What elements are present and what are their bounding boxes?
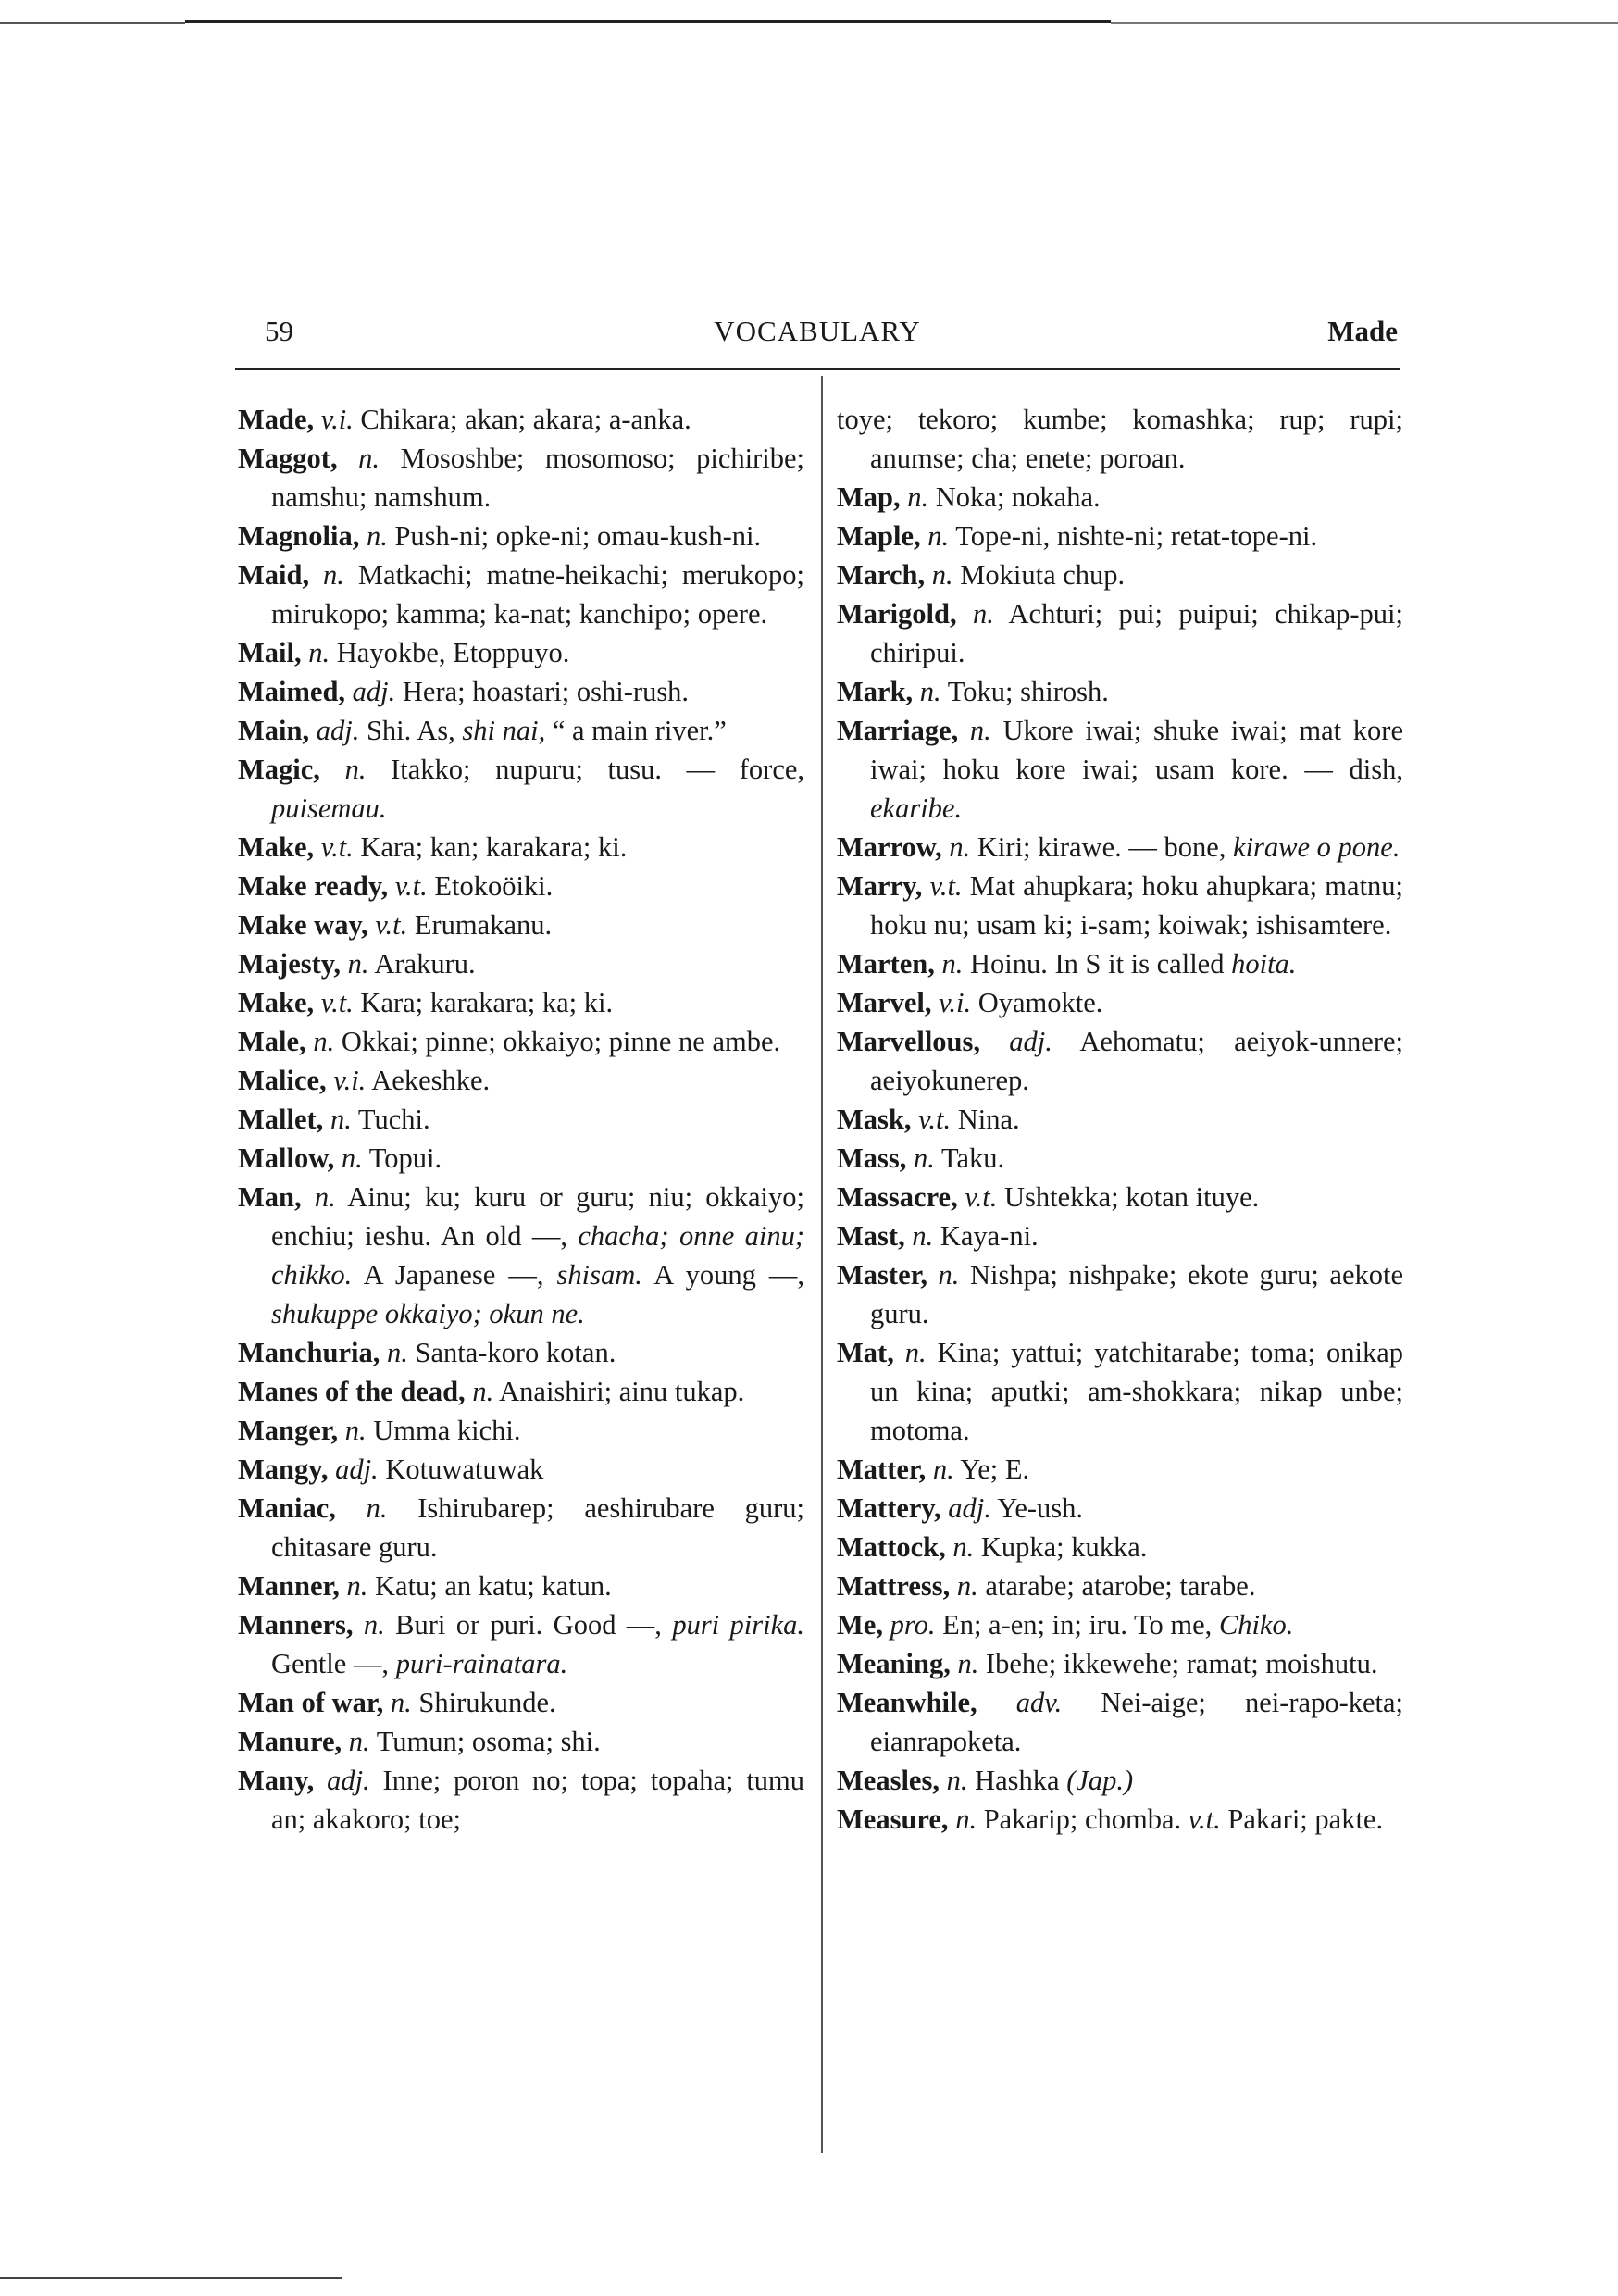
dictionary-entry bbox=[238, 439, 804, 517]
dictionary-entry bbox=[238, 400, 804, 439]
entry-definition: Okkai; pinne; okkaiyo; pinne ne ambe. bbox=[341, 1026, 781, 1057]
entry-headword: Mallet, bbox=[238, 1104, 324, 1135]
entry-headword: Made, bbox=[238, 404, 315, 435]
entry-definition: Katu; an katu; katun. bbox=[375, 1570, 612, 1602]
entry-definition: Etokoöiki. bbox=[434, 870, 554, 902]
entry-part-of-speech: n. bbox=[366, 1492, 388, 1524]
dictionary-entry bbox=[238, 1761, 804, 1839]
dictionary-entry bbox=[837, 1800, 1403, 1839]
entry-part-of-speech: n. bbox=[956, 1570, 978, 1602]
entry-part-of-speech: adj. bbox=[335, 1454, 379, 1485]
entry-headword: Meaning, bbox=[837, 1648, 951, 1679]
dictionary-entry bbox=[837, 1255, 1403, 1333]
dictionary-entry bbox=[238, 1489, 804, 1566]
entry-part-of-speech: n. bbox=[932, 1454, 954, 1485]
entry-headword: Me, bbox=[837, 1609, 883, 1641]
dictionary-entry bbox=[238, 1139, 804, 1178]
entry-headword: Manner, bbox=[238, 1570, 340, 1602]
entry-definition: Umma kichi. bbox=[373, 1415, 521, 1446]
dictionary-entry bbox=[238, 1722, 804, 1761]
dictionary-entry bbox=[238, 1683, 804, 1722]
entry-definition: Inne; poron no; topa; topaha; tumu an; akakoro; toe; bbox=[271, 1765, 805, 1835]
entry-part-of-speech: pro. bbox=[890, 1609, 936, 1641]
entry-headword: Meanwhile, bbox=[837, 1687, 977, 1718]
entry-definition: Tumun; osoma; shi. bbox=[376, 1726, 601, 1757]
entry-part-of-speech: n. bbox=[972, 598, 994, 630]
entry-part-of-speech: n. bbox=[348, 1726, 370, 1757]
dictionary-entry bbox=[837, 711, 1403, 828]
entry-definition: Taku. bbox=[940, 1142, 1005, 1174]
dictionary-entry bbox=[837, 1333, 1403, 1450]
entry-definition: Ushtekka; kotan ituye. bbox=[1003, 1181, 1260, 1213]
entry-part-of-speech: n. bbox=[931, 559, 953, 591]
entry-definition: Nina. bbox=[957, 1104, 1020, 1135]
entry-definition: Achturi; pui; puipui; chikap-pui; chiripui. bbox=[870, 598, 1403, 668]
entry-definition: Buri or puri. Good —, bbox=[395, 1609, 662, 1641]
entry-definition: Hashka bbox=[975, 1765, 1060, 1796]
entry-part-of-speech: n. bbox=[912, 1220, 934, 1252]
entry-part-of-speech: v.t. bbox=[320, 831, 354, 863]
entry-headword: Matter, bbox=[837, 1454, 927, 1485]
entry-definition: Anaishiri; ainu tukap. bbox=[499, 1376, 745, 1407]
entry-headword: Majesty, bbox=[238, 948, 341, 980]
entry-headword: Manners, bbox=[238, 1609, 354, 1641]
entry-headword: Mast, bbox=[837, 1220, 905, 1252]
entry-definition: Mososhbe; mosomoso; pichiribe; namshu; namshum. bbox=[271, 443, 804, 513]
dictionary-entry bbox=[837, 1022, 1403, 1100]
entry-part-of-speech: v.t. bbox=[929, 870, 963, 902]
entry-definition: Gentle —, bbox=[271, 1648, 390, 1679]
entry-part-of-speech: n. bbox=[308, 637, 330, 668]
entry-part-of-speech: n. bbox=[346, 1570, 368, 1602]
entry-headword: Map, bbox=[837, 481, 901, 513]
dictionary-entry bbox=[837, 517, 1403, 555]
dictionary-entry bbox=[837, 983, 1403, 1022]
entry-headword: Marigold, bbox=[837, 598, 957, 630]
entry-ainu-example: chacha; onne ainu; chikko. bbox=[271, 1220, 804, 1291]
entry-definition: Hera; hoastari; oshi-rush. bbox=[402, 676, 690, 707]
entry-ainu-example: Chiko. bbox=[1218, 1609, 1294, 1641]
entry-ainu-example: v.t. bbox=[1188, 1803, 1221, 1835]
dictionary-entry bbox=[238, 983, 804, 1022]
entry-definition: A young —, bbox=[653, 1259, 804, 1291]
entry-part-of-speech: v.i. bbox=[939, 987, 972, 1018]
entry-headword: Master, bbox=[837, 1259, 927, 1291]
entry-definition: Push-ni; opke-ni; omau-kush-ni. bbox=[394, 520, 762, 552]
dictionary-entry bbox=[837, 1489, 1403, 1528]
dictionary-entry bbox=[238, 672, 804, 711]
dictionary-entry bbox=[837, 1450, 1403, 1489]
entry-continuation: toye; tekoro; kumbe; komashka; rup; rupi; anumse; cha; enete; poroan. bbox=[837, 404, 1403, 474]
entry-part-of-speech: adj. bbox=[327, 1765, 370, 1796]
dictionary-entry bbox=[837, 1761, 1403, 1800]
entry-definition: Aekeshke. bbox=[371, 1065, 491, 1096]
entry-part-of-speech: n. bbox=[952, 1531, 975, 1563]
dictionary-entry bbox=[238, 867, 804, 905]
entry-part-of-speech: n. bbox=[347, 948, 369, 980]
entry-definition: En; a-en; in; iru. To me, bbox=[942, 1609, 1213, 1641]
entry-definition: Pakari; pakte. bbox=[1227, 1803, 1384, 1835]
entry-ainu-example: shi nai, bbox=[462, 715, 546, 746]
entry-part-of-speech: n. bbox=[341, 1142, 363, 1174]
entry-headword: Malice, bbox=[238, 1065, 327, 1096]
entry-headword: Make, bbox=[238, 987, 315, 1018]
entry-headword: Marvellous, bbox=[837, 1026, 981, 1057]
dictionary-entry bbox=[238, 1450, 804, 1489]
entry-headword: Mask, bbox=[837, 1104, 912, 1135]
entry-headword: Mail, bbox=[238, 637, 302, 668]
entry-headword: Mangy, bbox=[238, 1454, 329, 1485]
entry-definition: Matkachi; matne-heikachi; merukopo; mirukopo; kamma; ka-nat; kanchipo; opere. bbox=[271, 559, 804, 630]
entry-definition: Kiri; kirawe. — bone, bbox=[977, 831, 1226, 863]
entry-headword: Marry, bbox=[837, 870, 923, 902]
entry-ainu-example: ekaribe. bbox=[870, 792, 963, 824]
entry-part-of-speech: n. bbox=[472, 1376, 494, 1407]
entry-definition: Topui. bbox=[368, 1142, 442, 1174]
dictionary-entry bbox=[238, 517, 804, 555]
dictionary-entry bbox=[837, 1217, 1403, 1255]
scan-edge-line bbox=[0, 22, 185, 24]
left-column bbox=[238, 400, 804, 1839]
entry-definition: “ a main river.” bbox=[552, 715, 727, 746]
entry-part-of-speech: n. bbox=[363, 1609, 385, 1641]
dictionary-entry bbox=[238, 905, 804, 944]
entry-definition: Shi. As, bbox=[366, 715, 455, 746]
dictionary-entry bbox=[837, 400, 1403, 478]
dictionary-entry bbox=[238, 1372, 804, 1411]
entry-part-of-speech: n. bbox=[330, 1104, 352, 1135]
dictionary-entry bbox=[837, 867, 1403, 944]
entry-definition: Ibehe; ikkewehe; ramat; moishutu. bbox=[985, 1648, 1378, 1679]
dictionary-entry bbox=[837, 1100, 1403, 1139]
entry-definition: Ishirubarep; aeshirubare guru; chitasare guru. bbox=[271, 1492, 804, 1563]
entry-definition: Pakarip; chomba. bbox=[983, 1803, 1182, 1835]
entry-headword: Main, bbox=[238, 715, 310, 746]
entry-part-of-speech: v.i. bbox=[320, 404, 354, 435]
dictionary-entry bbox=[837, 1139, 1403, 1178]
dictionary-entry bbox=[238, 750, 804, 828]
dictionary-entry bbox=[238, 633, 804, 672]
entry-part-of-speech: n. bbox=[914, 1142, 935, 1174]
entry-headword: Mat, bbox=[837, 1337, 894, 1368]
dictionary-entry bbox=[837, 1178, 1403, 1217]
entry-part-of-speech: adj. bbox=[1009, 1026, 1052, 1057]
entry-part-of-speech: n. bbox=[344, 754, 367, 785]
entry-ainu-example: kirawe o pone. bbox=[1233, 831, 1400, 863]
entry-headword: Make ready, bbox=[238, 870, 389, 902]
dictionary-entry bbox=[837, 1566, 1403, 1605]
entry-headword: Mattock, bbox=[837, 1531, 946, 1563]
dictionary-entry bbox=[837, 944, 1403, 983]
entry-part-of-speech: adj. bbox=[352, 676, 396, 707]
dictionary-entry bbox=[837, 555, 1403, 594]
dictionary-entry bbox=[837, 594, 1403, 672]
entry-part-of-speech: v.t. bbox=[320, 987, 354, 1018]
entry-part-of-speech: n. bbox=[957, 1648, 979, 1679]
page-title: VOCABULARY bbox=[714, 315, 921, 347]
dictionary-entry bbox=[238, 711, 804, 750]
entry-definition: Toku; shirosh. bbox=[947, 676, 1109, 707]
entry-definition: Noka; nokaha. bbox=[935, 481, 1101, 513]
entry-headword: Magnolia, bbox=[238, 520, 360, 552]
dictionary-entry bbox=[238, 1411, 804, 1450]
entry-definition: Kupka; kukka. bbox=[980, 1531, 1148, 1563]
entry-definition: Hoinu. In S it is called bbox=[969, 948, 1225, 980]
entry-definition: Arakuru. bbox=[374, 948, 476, 980]
dictionary-entry bbox=[837, 1683, 1403, 1761]
entry-headword: Mattery, bbox=[837, 1492, 941, 1524]
entry-headword: Maggot, bbox=[238, 443, 338, 474]
entry-definition: Oyamokte. bbox=[977, 987, 1103, 1018]
dictionary-entry bbox=[837, 478, 1403, 517]
entry-headword: Make way, bbox=[238, 909, 368, 941]
entry-definition: Ukore iwai; shuke iwai; mat kore iwai; hoku kore iwai; usam kore. — dish, bbox=[870, 715, 1403, 785]
entry-headword: Manger, bbox=[238, 1415, 339, 1446]
entry-headword: Manes of the dead, bbox=[238, 1376, 466, 1407]
entry-part-of-speech: n. bbox=[941, 948, 964, 980]
entry-definition: Mokiuta chup. bbox=[960, 559, 1126, 591]
dictionary-entry bbox=[837, 1528, 1403, 1566]
entry-headword: Man, bbox=[238, 1181, 302, 1213]
dictionary-entry bbox=[238, 1100, 804, 1139]
entry-definition: atarabe; atarobe; tarabe. bbox=[985, 1570, 1256, 1602]
entry-ainu-example: puisemau. bbox=[271, 792, 387, 824]
entry-ainu-example: puri pirika. bbox=[672, 1609, 805, 1641]
entry-part-of-speech: n. bbox=[386, 1337, 408, 1368]
entry-headword: Maid, bbox=[238, 559, 310, 591]
entry-part-of-speech: adv. bbox=[1015, 1687, 1063, 1718]
entry-part-of-speech: adj. bbox=[948, 1492, 991, 1524]
entry-ainu-example: (Jap.) bbox=[1066, 1765, 1134, 1796]
entry-part-of-speech: n. bbox=[366, 520, 388, 552]
entry-part-of-speech: n. bbox=[907, 481, 929, 513]
entry-headword: Massacre, bbox=[837, 1181, 958, 1213]
entry-headword: Measles, bbox=[837, 1765, 940, 1796]
dictionary-entry bbox=[238, 555, 804, 633]
scan-edge-line bbox=[1111, 22, 1618, 24]
entry-definition: Ye; E. bbox=[960, 1454, 1030, 1485]
entry-headword: Mark, bbox=[837, 676, 914, 707]
entry-definition: Kotuwatuwak bbox=[385, 1454, 544, 1485]
entry-part-of-speech: n. bbox=[927, 520, 950, 552]
dictionary-entry bbox=[238, 1178, 804, 1333]
scan-edge-line bbox=[0, 2277, 342, 2279]
entry-part-of-speech: n. bbox=[938, 1259, 960, 1291]
entry-headword: Many, bbox=[238, 1765, 315, 1796]
guide-word: Made bbox=[1327, 315, 1398, 347]
entry-part-of-speech: v.t. bbox=[375, 909, 408, 941]
entry-part-of-speech: v.i. bbox=[333, 1065, 367, 1096]
running-header bbox=[237, 315, 1398, 361]
entry-definition: Kara; kan; karakara; ki. bbox=[360, 831, 628, 863]
dictionary-entry bbox=[238, 1061, 804, 1100]
entry-definition: Nei-aige; nei-rapo-keta; eianrapoketa. bbox=[870, 1687, 1404, 1757]
entry-headword: Man of war, bbox=[238, 1687, 384, 1718]
entry-part-of-speech: n. bbox=[323, 559, 344, 591]
entry-part-of-speech: n. bbox=[946, 1765, 968, 1796]
entry-headword: Manure, bbox=[238, 1726, 342, 1757]
entry-definition: Tope-ni, nishte-ni; retat-tope-ni. bbox=[955, 520, 1318, 552]
entry-definition: Santa-koro kotan. bbox=[415, 1337, 616, 1368]
entry-part-of-speech: n. bbox=[904, 1337, 927, 1368]
entry-headword: Maple, bbox=[837, 520, 921, 552]
entry-headword: Marvel, bbox=[837, 987, 932, 1018]
right-column bbox=[837, 400, 1403, 1839]
header-rule bbox=[235, 368, 1400, 370]
dictionary-entry bbox=[238, 1566, 804, 1605]
entry-headword: Marrow, bbox=[837, 831, 942, 863]
entry-definition: Aehomatu; aeiyok-unnere; aeiyokunerep. bbox=[870, 1026, 1403, 1096]
entry-definition: Nishpa; nishpake; ekote guru; aekote guru. bbox=[870, 1259, 1403, 1329]
entry-definition: Itakko; nupuru; tusu. — force, bbox=[391, 754, 805, 785]
dictionary-entry bbox=[238, 828, 804, 867]
entry-headword: Magic, bbox=[238, 754, 320, 785]
column-rule bbox=[821, 376, 823, 2153]
entry-headword: Male, bbox=[238, 1026, 306, 1057]
entry-definition: Tuchi. bbox=[357, 1104, 430, 1135]
dictionary-entry bbox=[837, 828, 1403, 867]
entry-part-of-speech: v.t. bbox=[394, 870, 428, 902]
entry-definition: Kaya-ni. bbox=[940, 1220, 1039, 1252]
entry-definition: Erumakanu. bbox=[414, 909, 553, 941]
dictionary-entry bbox=[238, 1605, 804, 1683]
dictionary-entry bbox=[238, 1022, 804, 1061]
dictionary-entry bbox=[837, 1605, 1403, 1644]
entry-headword: Maniac, bbox=[238, 1492, 336, 1524]
entry-part-of-speech: n. bbox=[390, 1687, 412, 1718]
entry-headword: Marten, bbox=[837, 948, 935, 980]
entry-part-of-speech: n. bbox=[314, 1181, 336, 1213]
entry-definition: Shirukunde. bbox=[418, 1687, 556, 1718]
entry-definition: Chikara; akan; akara; a-anka. bbox=[360, 404, 691, 435]
entry-part-of-speech: n. bbox=[358, 443, 380, 474]
entry-ainu-example: hoita. bbox=[1231, 948, 1297, 980]
entry-part-of-speech: n. bbox=[955, 1803, 977, 1835]
entry-headword: Mass, bbox=[837, 1142, 907, 1174]
entry-headword: Manchuria, bbox=[238, 1337, 380, 1368]
scan-edge-line bbox=[185, 20, 1111, 23]
entry-headword: Measure, bbox=[837, 1803, 949, 1835]
entry-headword: Mallow, bbox=[238, 1142, 335, 1174]
entry-headword: Mattress, bbox=[837, 1570, 951, 1602]
dictionary-entry bbox=[238, 944, 804, 983]
entry-definition: Kina; yattui; yatchitarabe; toma; onikap un kina; aputki; am-shokkara; nikap unbe; motoma. bbox=[870, 1337, 1404, 1446]
page-number: 59 bbox=[265, 315, 293, 347]
entry-part-of-speech: n. bbox=[919, 676, 941, 707]
entry-definition: Hayokbe, Etoppuyo. bbox=[336, 637, 570, 668]
entry-headword: Make, bbox=[238, 831, 315, 863]
entry-part-of-speech: n. bbox=[949, 831, 971, 863]
entry-part-of-speech: n. bbox=[969, 715, 991, 746]
entry-part-of-speech: n. bbox=[344, 1415, 367, 1446]
entry-definition: Mat ahupkara; hoku ahupkara; matnu; hoku nu; usam ki; i-sam; koiwak; ishisamtere. bbox=[870, 870, 1404, 941]
entry-definition: A Japanese —, bbox=[363, 1259, 544, 1291]
entry-part-of-speech: adj. bbox=[316, 715, 360, 746]
entry-part-of-speech: v.t. bbox=[965, 1181, 998, 1213]
entry-ainu-example: shukuppe okkaiyo; okun ne. bbox=[271, 1298, 585, 1329]
dictionary-entry bbox=[238, 1333, 804, 1372]
dictionary-entry bbox=[837, 672, 1403, 711]
entry-ainu-example: puri-rainatara. bbox=[395, 1648, 568, 1679]
entry-definition: Kara; karakara; ka; ki. bbox=[360, 987, 614, 1018]
entry-headword: March, bbox=[837, 559, 926, 591]
dictionary-entry bbox=[837, 1644, 1403, 1683]
entry-ainu-example: shisam. bbox=[556, 1259, 642, 1291]
entry-definition: Ainu; ku; kuru or guru; niu; okkaiyo; enchiu; ieshu. An old —, bbox=[271, 1181, 805, 1252]
entry-definition: Ye-ush. bbox=[997, 1492, 1084, 1524]
entry-headword: Marriage, bbox=[837, 715, 959, 746]
entry-headword: Maimed, bbox=[238, 676, 346, 707]
entry-part-of-speech: v.t. bbox=[918, 1104, 952, 1135]
entry-part-of-speech: n. bbox=[313, 1026, 335, 1057]
